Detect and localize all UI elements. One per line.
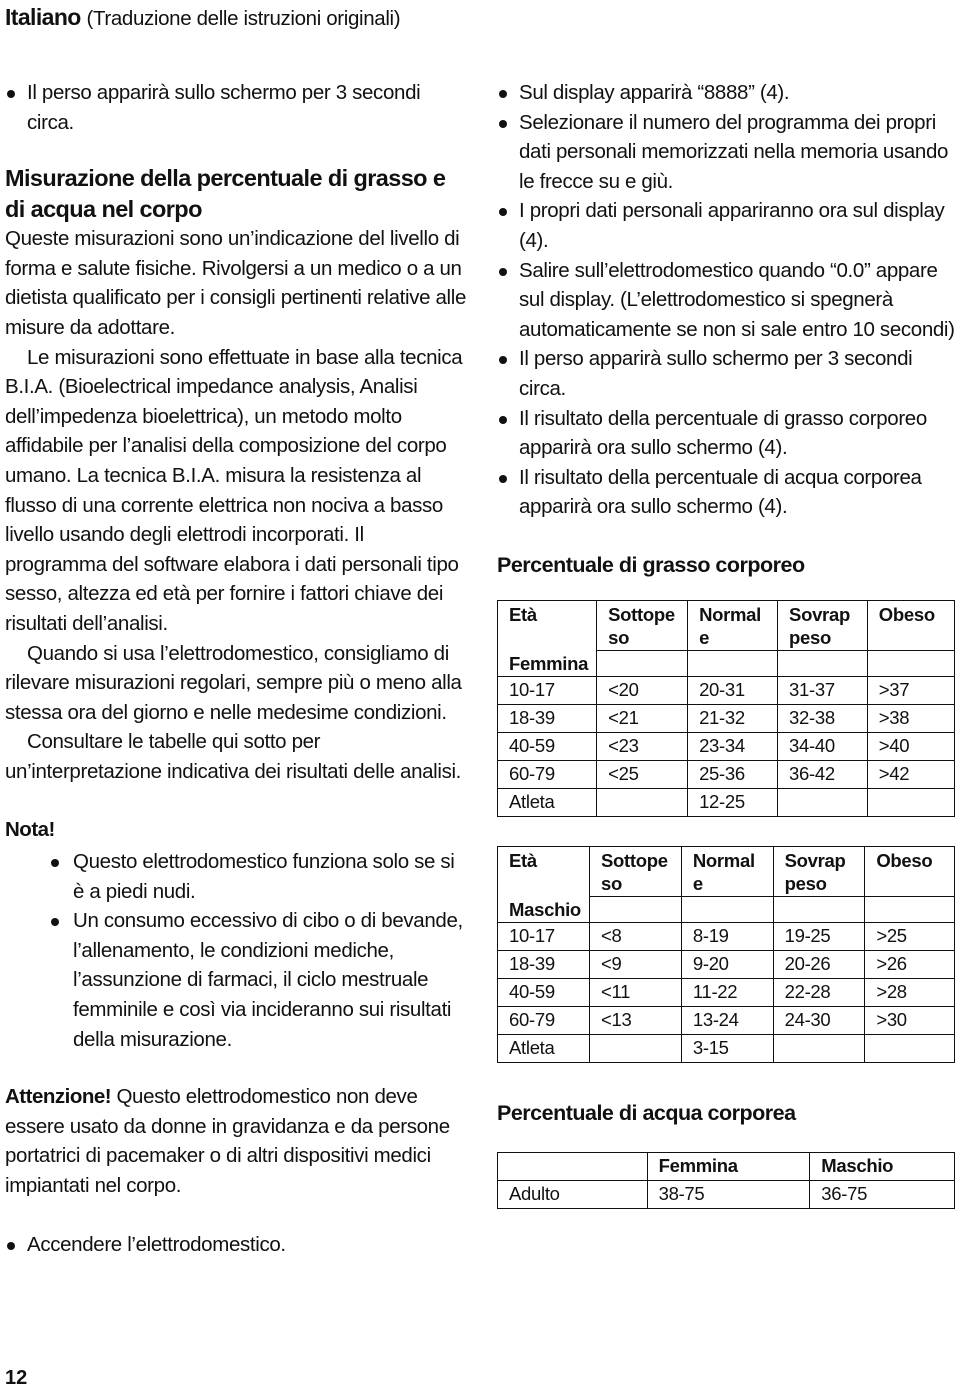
header-cell: Normal e <box>681 846 773 896</box>
water-table-title: Percentuale di acqua corporea <box>497 1100 796 1125</box>
note-title: Nota! <box>5 818 55 842</box>
bullet-icon <box>51 859 59 867</box>
table-row: 10-17 <20 20-31 31-37 >37 <box>498 676 955 704</box>
warning-text: Questo elettrodomestico non deve essere usato da donne in gravidanza e da persone portatrici di pacemaker o di altri dispositivi medici impiantati nel corpo. <box>5 1085 450 1197</box>
gender-label: Maschio <box>498 896 590 922</box>
table-row: 18-39 <21 21-32 32-38 >38 <box>498 704 955 732</box>
header-cell: Obeso <box>867 600 954 650</box>
final-bullet-list <box>5 1230 467 1260</box>
table-row: 40-59 <23 23-34 34-40 >40 <box>498 732 955 760</box>
header-cell: Sottope so <box>589 846 681 896</box>
page-number: 12 <box>5 1367 28 1389</box>
female-fat-table <box>497 600 955 817</box>
male-fat-table <box>497 846 955 1063</box>
list-item: Il perso apparirà sullo schermo per 3 secondi circa. <box>5 78 467 137</box>
table-row: 40-59 <11 11-22 22-28 >28 <box>498 978 955 1006</box>
steps-bullet-list <box>497 78 955 522</box>
paragraph: Queste misurazioni sono un’indicazione del livello di forma e salute fisiche. Rivolgersi a un medico o a un dietista qualificato per i consigli pertinenti relative alle misure da adottare. <box>5 227 467 339</box>
list-item: Questo elettrodomestico funziona solo se si è a piedi nudi. <box>5 847 467 906</box>
list-item: Un consumo eccessivo di cibo o di bevande, l’allenamento, le condizioni mediche, l’assunzione di farmaci, il ciclo mestruale femminile e così via incideranno sui risultati della misurazione. <box>5 906 467 1054</box>
header-cell: Sottope so <box>597 600 688 650</box>
list-item: Il risultato della percentuale di grasso corporeo apparirà ora sullo schermo (4). <box>497 404 955 463</box>
table-row: Atleta 12-25 <box>498 788 955 816</box>
bullet-icon <box>499 268 507 276</box>
header-cell: Sovrap peso <box>773 846 865 896</box>
table-row: 18-39 <9 9-20 20-26 >26 <box>498 950 955 978</box>
fat-table-title: Percentuale di grasso corporeo <box>497 552 805 577</box>
gender-label: Femmina <box>498 650 597 676</box>
page-header <box>5 2 400 34</box>
warning-paragraph <box>5 1082 467 1200</box>
bullet-icon <box>7 90 15 98</box>
left-column <box>5 78 467 1259</box>
language-title: Italiano <box>5 4 81 30</box>
note-bullet-list <box>5 847 467 1054</box>
table-header-row <box>498 846 955 896</box>
table-row <box>498 650 955 676</box>
list-item: Il risultato della percentuale di acqua corporea apparirà ora sullo schermo (4). <box>497 463 955 522</box>
header-cell: Età <box>498 600 597 650</box>
table-row: 60-79 <13 13-24 24-30 >30 <box>498 1006 955 1034</box>
bullet-icon <box>499 208 507 216</box>
paragraph: Quando si usa l’elettrodomestico, consigliamo di rilevare misurazioni regolari, sempre più o meno alla stessa ora del giorno e nelle medesime condizioni. <box>5 641 462 724</box>
list-item: Selezionare il numero del programma dei propri dati personali memorizzati nella memoria usando le frecce su e giù. <box>497 108 955 197</box>
bullet-icon <box>499 90 507 98</box>
header-cell: Femmina <box>647 1152 810 1180</box>
bullet-icon <box>51 918 59 926</box>
bullet-icon <box>7 1242 15 1250</box>
header-cell: Normal e <box>688 600 778 650</box>
table-header-row <box>498 1152 955 1180</box>
right-column <box>497 78 955 1209</box>
table-row: 60-79 <25 25-36 36-42 >42 <box>498 760 955 788</box>
list-item: Il perso apparirà sullo schermo per 3 secondi circa. <box>497 344 955 403</box>
bullet-icon <box>499 416 507 424</box>
table-row: 10-17 <8 8-19 19-25 >25 <box>498 922 955 950</box>
header-cell: Obeso <box>865 846 955 896</box>
list-item: Accendere l’elettrodomestico. <box>5 1230 467 1260</box>
list-item: I propri dati personali appariranno ora sul display (4). <box>497 196 955 255</box>
table-row: Adulto 38-75 36-75 <box>498 1180 955 1208</box>
header-subtitle: (Traduzione delle istruzioni originali) <box>86 7 401 30</box>
table-row <box>498 896 955 922</box>
paragraph: Consultare le tabelle qui sotto per un’interpretazione indicativa dei risultati delle analisi. <box>5 730 462 783</box>
bullet-icon <box>499 356 507 364</box>
header-cell <box>498 1152 648 1180</box>
header-cell: Età <box>498 846 590 896</box>
list-item: Sul display apparirà “8888” (4). <box>497 78 955 108</box>
header-cell: Maschio <box>810 1152 955 1180</box>
table-header-row <box>498 600 955 650</box>
list-item: Salire sull’elettrodomestico quando “0.0” appare sul display. (L’elettrodomestico si spegnerà automaticamente se non si sale entro 10 secondi) <box>497 256 955 345</box>
bullet-icon <box>499 120 507 128</box>
intro-bullet-list <box>5 78 467 137</box>
water-table <box>497 1152 955 1209</box>
bullet-icon <box>499 475 507 483</box>
table-row: Atleta 3-15 <box>498 1034 955 1062</box>
header-cell: Sovrap peso <box>778 600 868 650</box>
warning-label: Attenzione! <box>5 1085 112 1109</box>
paragraph: Le misurazioni sono effettuate in base alla tecnica B.I.A. (Bioelectrical impedance analysis, Analisi dell’impedenza bioelettrica), un metodo molto affidabile per l’analisi della composizione del corpo umano. La tecnica B.I.A. misura la resistenza al flusso di una corrente elettrica non nociva a basso livello usando degli elettrodi incorporati. Il programma del software elabora i dati personali tipo sesso, altezza ed età per fornire i fattori chiave dei risultati dell’analisi. <box>5 345 463 635</box>
section-title: Misurazione della percentuale di grasso e di acqua nel corpo <box>5 165 446 222</box>
